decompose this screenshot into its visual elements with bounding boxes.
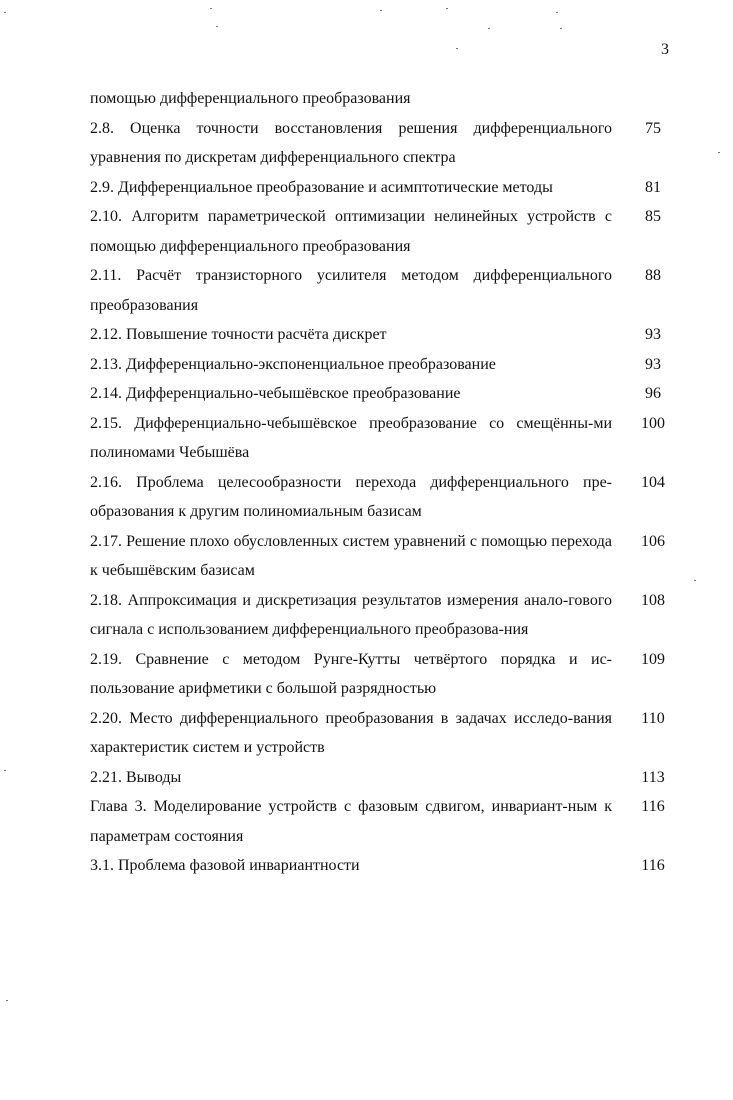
toc-entry-title: 2.16. Проблема целесообразности перехода дифференциального пре-образования к другим полиномиальным базисам <box>90 473 612 520</box>
toc-entry-title: 2.14. Дифференциально-чебышёвское преобразование <box>90 385 461 402</box>
toc-entry-page: 104 <box>641 473 665 491</box>
toc-entry-page: 116 <box>641 798 665 815</box>
toc-entry <box>90 409 690 468</box>
toc-entry-page: 81 <box>645 178 661 196</box>
toc-entry-title: 2.10. Алгоритм параметрической оптимизации нелинейных устройств с помощью дифференциального преобразования <box>90 208 612 255</box>
toc-entry-title: 2.21. Выводы <box>90 768 182 786</box>
scan-speck <box>210 8 212 9</box>
toc-entry <box>90 320 690 350</box>
toc-entry-title: 2.19. Сравнение с методом Рунге-Кутты четвёртого порядка и ис-пользование арифметики с большой разрядностью <box>90 650 612 697</box>
toc-entry-page: 108 <box>641 591 665 609</box>
toc-entry <box>90 645 690 704</box>
toc-entry <box>90 84 690 114</box>
toc-entry-title: 2.20. Место дифференциального преобразования в задачах исследо-вания характеристик систем и устройств <box>90 709 612 756</box>
page-number: 3 <box>661 41 669 58</box>
toc-entry <box>90 468 690 527</box>
scan-speck <box>718 152 720 153</box>
toc-entry-title: помощью дифференциального преобразования <box>90 90 411 107</box>
scan-speck <box>694 580 696 581</box>
scan-speck <box>380 10 382 11</box>
toc-entry-page: 100 <box>641 414 665 432</box>
scan-speck <box>216 26 218 27</box>
toc-entry <box>90 704 690 763</box>
toc-entry-page: 88 <box>645 267 661 284</box>
scan-speck <box>560 28 562 29</box>
scan-speck <box>446 8 448 9</box>
table-of-contents <box>90 84 690 881</box>
toc-entry-title: Глава 3. Моделирование устройств с фазовым сдвигом, инвариант-ным к параметрам состояния <box>90 798 612 845</box>
toc-entry-page: 113 <box>641 768 665 786</box>
toc-entry-title: 2.15. Дифференциально-чебышёвское преобразование со смещённы-ми полиномами Чебышёва <box>90 414 612 461</box>
scan-speck <box>6 1000 8 1001</box>
toc-entry-page: 93 <box>645 326 661 343</box>
toc-entry <box>90 792 690 851</box>
toc-entry <box>90 527 690 586</box>
scan-speck <box>4 12 6 13</box>
toc-entry-title: 2.17. Решение плохо обусловленных систем уравнений с помощью перехода к чебышёвским базисам <box>90 532 612 579</box>
toc-entry-title: 2.9. Дифференциальное преобразование и асимптотические методы <box>90 178 553 196</box>
toc-entry-title: 2.8. Оценка точности восстановления решения дифференциального уравнения по дискретам дифференциального спектра <box>90 119 612 166</box>
toc-entry-page: 116 <box>641 857 665 874</box>
toc-entry-page: 106 <box>641 532 665 550</box>
scan-speck <box>4 770 6 771</box>
toc-entry-title: 2.12. Повышение точности расчёта дискрет <box>90 326 387 343</box>
toc-entry-page: 85 <box>645 208 661 225</box>
toc-entry <box>90 261 690 320</box>
toc-entry-page: 75 <box>645 119 661 137</box>
toc-entry-page: 110 <box>641 709 665 727</box>
scan-speck <box>456 48 458 49</box>
toc-entry <box>90 586 690 645</box>
toc-entry <box>90 114 690 173</box>
toc-entry <box>90 173 690 203</box>
toc-entry <box>90 851 690 881</box>
toc-entry-title: 2.13. Дифференциально-экспоненциальное преобразование <box>90 355 496 373</box>
scan-speck <box>556 12 558 13</box>
toc-entry-page: 93 <box>645 355 661 373</box>
toc-entry-page: 109 <box>641 650 665 668</box>
scan-speck <box>488 28 490 29</box>
toc-entry-title: 2.11. Расчёт транзисторного усилителя методом дифференциального преобразования <box>90 267 612 314</box>
toc-entry-title: 2.18. Аппроксимация и дискретизация результатов измерения анало-гового сигнала с использованием дифференциального преобразова-ния <box>90 591 612 638</box>
toc-entry <box>90 350 690 380</box>
toc-entry <box>90 202 690 261</box>
toc-entry <box>90 379 690 409</box>
toc-entry-title: 3.1. Проблема фазовой инвариантности <box>90 857 360 874</box>
toc-entry <box>90 763 690 793</box>
toc-entry-page: 96 <box>645 385 661 402</box>
